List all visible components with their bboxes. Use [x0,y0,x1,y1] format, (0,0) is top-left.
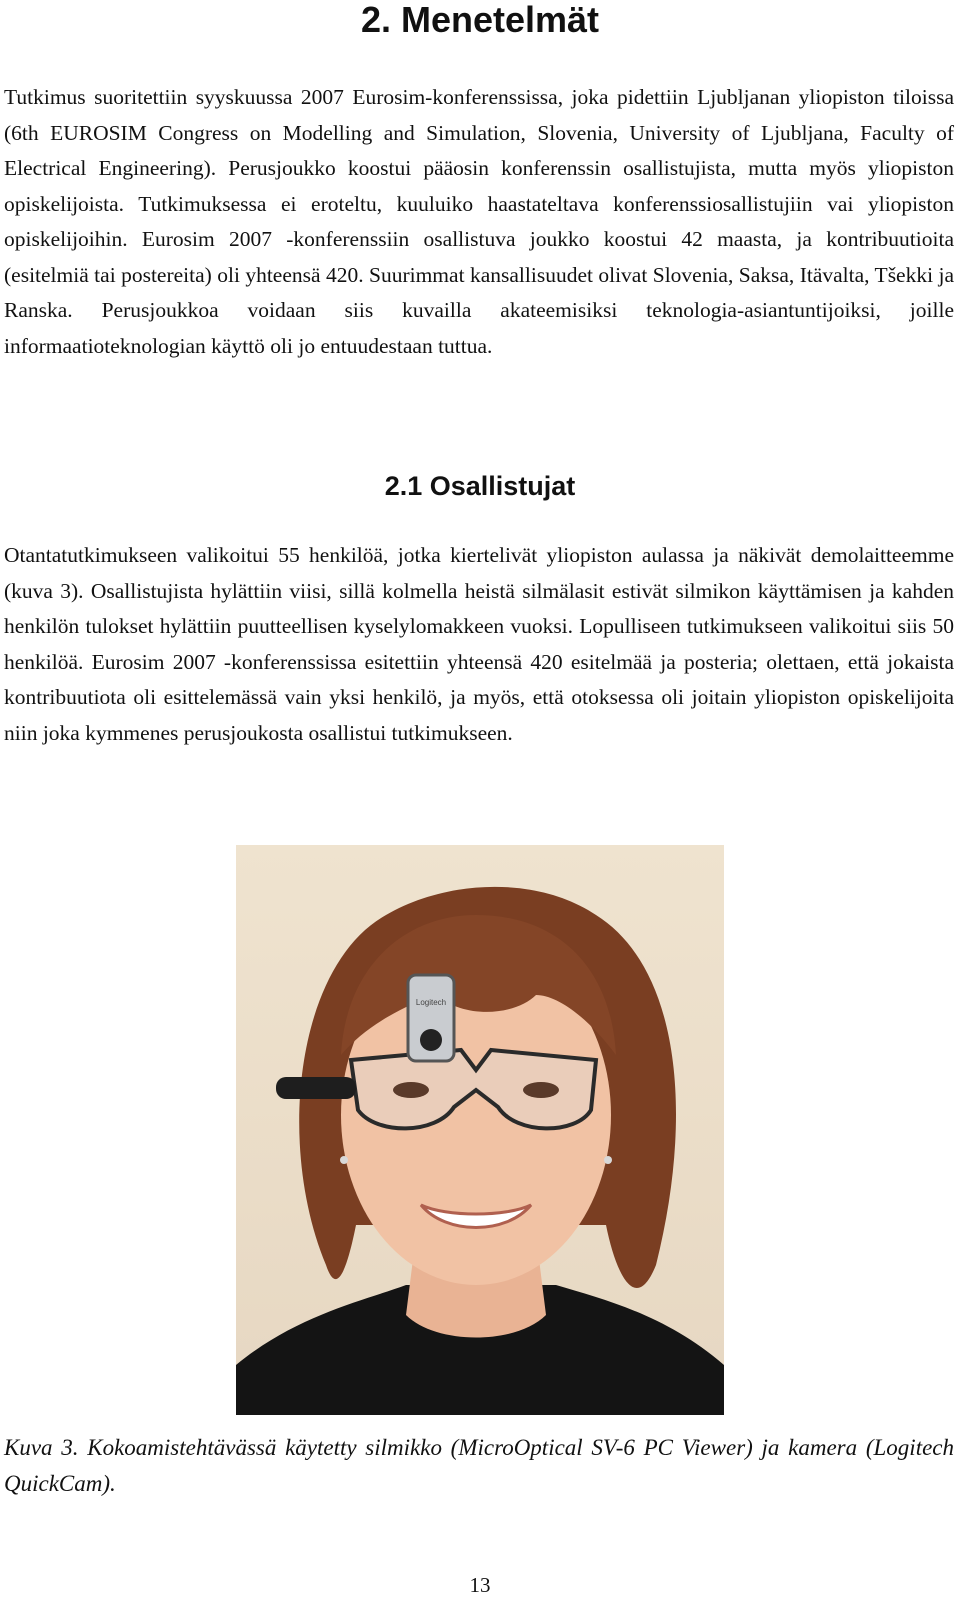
left-earring [340,1156,348,1164]
figure-caption: Kuva 3. Kokoamistehtävässä käytetty silmikko (MicroOptical SV-6 PC Viewer) ja kamera (Logitech QuickCam). [4,1435,954,1496]
chapter-title: 2. Menetelmät [360,0,600,40]
left-eye [393,1082,429,1098]
eyepiece [276,1077,356,1099]
right-eye [523,1082,559,1098]
webcam-lens [420,1029,442,1051]
right-earring [604,1156,612,1164]
page-number: 13 [469,1573,491,1597]
chapter-paragraph: Tutkimus suoritettiin syyskuussa 2007 Eurosim-konferenssissa, joka pidettiin Ljubljanan yliopiston tiloissa (6th EUROSIM Congress on Modelling and Simulation, Slovenia, University of Ljubljana, Faculty of Electrical Engineering). Perusjoukko koostui pääosin konferenssin osallistujista, mutta myös yliopiston opiskelijoista. Tutkimuksessa ei eroteltu, kuuluiko haastateltava konferenssiosallistujiin vai yliopiston opiskelijoihin. Eurosim 2007 -konferenssiin osallistuva joukko koostui 42 maasta, ja kontribuutioita (esitelmiä tai postereita) oli yhteensä 420. Suurimmat kansallisuudet olivat Slovenia, Saksa, Itävalta, Tšekki ja Ranska. Perusjoukkoa voidaan siis kuvailla akateemisiksi teknologia-asiantuntijoiksi, joille informaatioteknologian käyttö oli jo entuudestaan tuttua. [4,85,954,358]
section-title: 2.1 Osallistujat [384,471,576,501]
section-paragraph: Otantatutkimukseen valikoitui 55 henkilöä, jotka kiertelivät yliopiston aulassa ja näkivät demolaitteemme (kuva 3). Osallistujista hylättiin viisi, sillä kolmella heistä silmälasit estivät silmikon käyttämisen ja kahden henkilön tulokset hylättiin puutteellisen kyselylomakkeen vuoksi. Lopulliseen tutkimukseen valikoitui siis 50 henkilöä. Eurosim 2007 -konferenssissa esitettiin yhteensä 420 esitelmää ja posteria; olettaen, että jokaista kontribuutiota oli esittelemässä vain yksi henkilö, ja myös, että otoksessa oli joitain yliopiston opiskelijoita niin joka kymmenes perusjoukosta osallistui tutkimukseen. [4,543,954,745]
photo-illustration [236,845,724,1415]
figure-photo [236,845,724,1415]
webcam-brand: Logitech [415,998,447,1007]
